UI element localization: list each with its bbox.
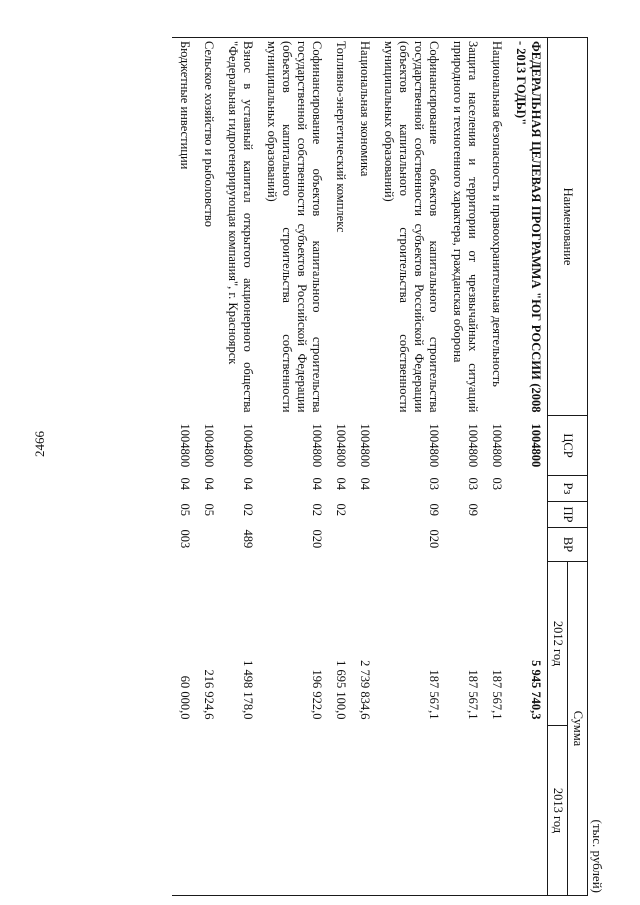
- cell-sum-2012: 1 695 100,0: [334, 660, 348, 720]
- units-label: (тыс. рублей): [590, 819, 605, 893]
- cell-csr: 1004800: [529, 423, 543, 468]
- cell-pr: 05: [202, 503, 216, 516]
- cell-rz: 04: [241, 477, 255, 490]
- cell-csr: 1004800: [178, 423, 192, 468]
- header-2012: 2012 год: [548, 562, 568, 726]
- cell-vr: 020: [310, 529, 324, 549]
- cell-sum-2013: [376, 726, 445, 896]
- header-pr: ПР: [548, 502, 588, 528]
- cell-name: Защита населения и территории от чрезвычайных ситуаций природного и техногенного характера, гражданская оборона: [445, 38, 484, 416]
- cell-rz: 04: [334, 477, 348, 490]
- cell-name: Бюджетные инвестиции: [172, 38, 196, 416]
- table-row: [376, 38, 445, 896]
- cell-sum-2013: [445, 726, 484, 896]
- cell-vr: [508, 528, 548, 562]
- cell-pr: 09: [427, 503, 441, 516]
- cell-csr: 1004800: [358, 423, 372, 468]
- cell-sum-2013: [484, 726, 508, 896]
- cell-vr: [352, 528, 376, 562]
- cell-rz: 04: [202, 477, 216, 490]
- cell-rz: 04: [310, 477, 324, 490]
- cell-vr: [484, 528, 508, 562]
- cell-csr: 1004800: [310, 423, 324, 468]
- header-csr: ЦСР: [548, 416, 588, 476]
- cell-vr: [445, 528, 484, 562]
- page-number: 2466: [32, 431, 47, 457]
- table-row: [172, 38, 196, 896]
- rotated-page-content: [85, 37, 605, 897]
- cell-sum-2012: 1 498 178,0: [241, 660, 255, 720]
- cell-rz: 04: [178, 477, 192, 490]
- cell-pr: [352, 502, 376, 528]
- cell-pr: [508, 502, 548, 528]
- cell-vr: [196, 528, 220, 562]
- cell-sum-2012: 60 000,0: [178, 675, 192, 720]
- cell-sum-2012: 196 922,0: [310, 669, 324, 720]
- table-row: [445, 38, 484, 896]
- cell-csr: 1004800: [202, 423, 216, 468]
- cell-name: Национальная экономика: [352, 38, 376, 416]
- cell-pr: 05: [178, 503, 192, 516]
- header-sum-group: Сумма: [568, 562, 588, 896]
- cell-name: ФЕДЕРАЛЬНАЯ ЦЕЛЕВАЯ ПРОГРАММА "ЮГ РОССИИ (2008 - 2013 ГОДЫ)": [508, 38, 548, 416]
- cell-name: Взнос в уставный капитал открытого акционерного общества "Федеральная гидрогенерирующая компания", г. Красноярск: [220, 38, 259, 416]
- cell-pr: 02: [241, 503, 255, 516]
- cell-name: Софинансирование объектов капитального строительства государственной собственности субъектов Российской Федерации (объектов капитального строительства собственности муниципальных образований): [376, 38, 445, 416]
- cell-sum-2012: 187 567,1: [427, 669, 441, 720]
- cell-sum-2012: 2 739 834,6: [358, 660, 372, 720]
- cell-name: Сельское хозяйство и рыболовство: [196, 38, 220, 416]
- cell-rz: 04: [358, 477, 372, 490]
- cell-pr: 02: [334, 503, 348, 516]
- cell-sum-2013: [259, 726, 328, 896]
- cell-sum-2013: [508, 726, 548, 896]
- cell-rz: [508, 476, 548, 502]
- cell-sum-2013: [220, 726, 259, 896]
- cell-sum-2012: 187 567,1: [490, 669, 504, 720]
- table-row: [352, 38, 376, 896]
- cell-pr: [484, 502, 508, 528]
- header-2013: 2013 год: [548, 726, 568, 896]
- cell-sum-2012: 216 924,6: [202, 669, 216, 720]
- cell-csr: 1004800: [241, 423, 255, 468]
- cell-sum-2012: 187 567,1: [466, 669, 480, 720]
- cell-sum-2013: [172, 726, 196, 896]
- cell-sum-2013: [328, 726, 352, 896]
- table-row: [484, 38, 508, 896]
- cell-rz: 03: [490, 477, 504, 490]
- budget-table: [172, 37, 588, 896]
- header-name: Наименование: [548, 38, 588, 416]
- cell-pr: 09: [466, 503, 480, 516]
- cell-pr: 02: [310, 503, 324, 516]
- cell-csr: 1004800: [466, 423, 480, 468]
- cell-sum-2013: [196, 726, 220, 896]
- cell-rz: 03: [427, 477, 441, 490]
- cell-rz: 03: [466, 477, 480, 490]
- cell-vr: [328, 528, 352, 562]
- table-row: [508, 38, 548, 896]
- cell-csr: 1004800: [427, 423, 441, 468]
- cell-sum-2012: 5 945 740,3: [529, 660, 543, 720]
- cell-csr: 1004800: [490, 423, 504, 468]
- cell-name: Топливно-энергетический комплекс: [328, 38, 352, 416]
- table-row: [220, 38, 259, 896]
- cell-vr: 003: [178, 529, 192, 549]
- cell-name: Национальная безопасность и правоохранительная деятельность: [484, 38, 508, 416]
- header-rz: Рз: [548, 476, 588, 502]
- table-row: [196, 38, 220, 896]
- table-row: [259, 38, 328, 896]
- table-row: [328, 38, 352, 896]
- header-vr: ВР: [548, 528, 588, 562]
- cell-vr: 020: [427, 529, 441, 549]
- cell-sum-2013: [352, 726, 376, 896]
- table-body: [172, 38, 548, 896]
- cell-csr: 1004800: [334, 423, 348, 468]
- table-header: [548, 38, 588, 896]
- cell-name: Софинансирование объектов капитального строительства государственной собственности субъектов Российской Федерации (объектов капитального строительства собственности муниципальных образований): [259, 38, 328, 416]
- cell-vr: 489: [241, 529, 255, 549]
